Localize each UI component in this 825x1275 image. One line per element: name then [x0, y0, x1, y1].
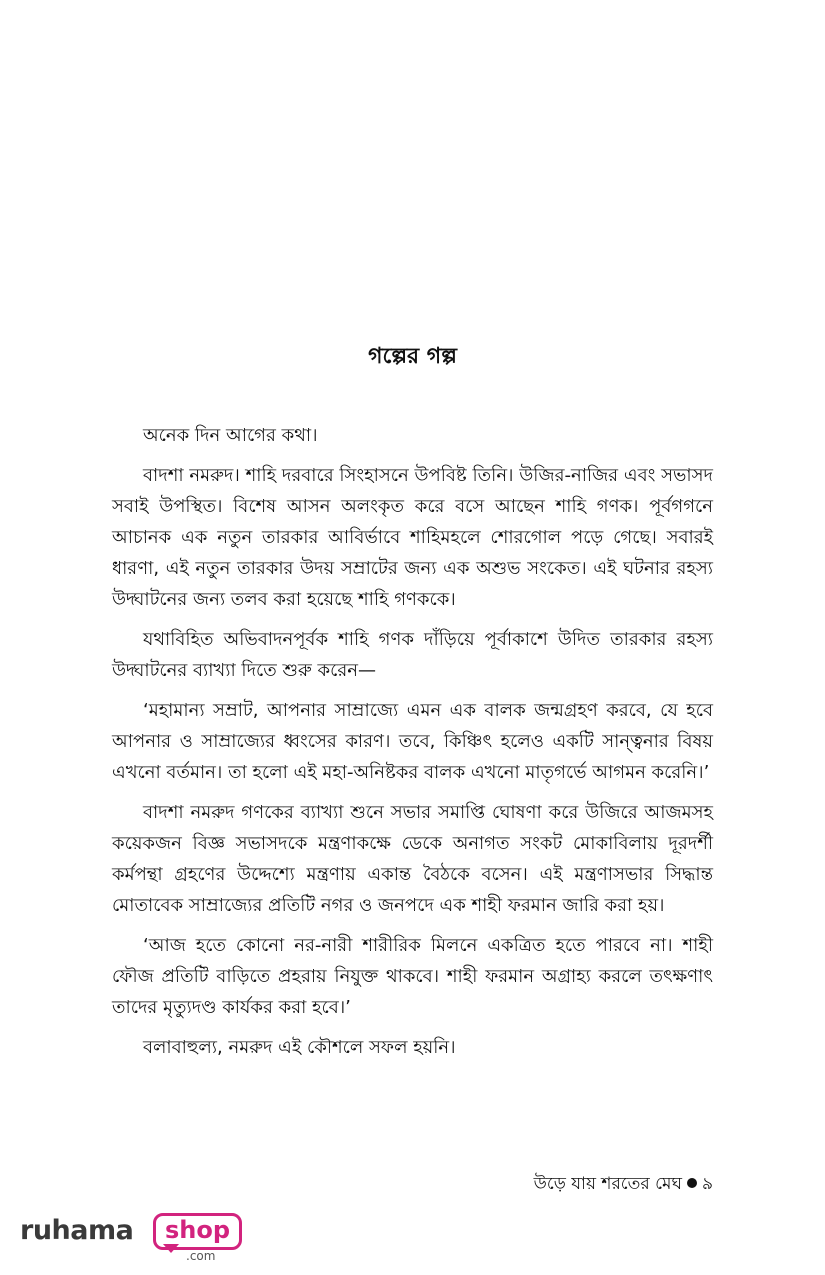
chapter-title: গল্পের গল্প [368, 343, 457, 369]
paragraph-2: বাদশা নমরুদ। শাহি দরবারে সিংহাসনে উপবিষ্ট তিনি। উজির-নাজির এবং সভাসদ সবাই উপস্থিত। বিশেষ আসন অলংকৃত করে বসে আছেন শাহি গণক। পূর্বগগনে আচানক এক নতুন তারকার আবির্ভাবে শাহিমহলে শোরগোল পড়ে গেছে। সবারই ধারণা, এই নতুন তারকার উদয় সম্রাটের জন্য এক অশুভ সংকেত। এই ঘটনার রহস্য উদ্ঘাটনের জন্য তলব করা হয়েছে শাহি গণককে। [112, 465, 713, 610]
paragraph-3: যথাবিহিত অভিবাদনপূর্বক শাহি গণক দাঁড়িয়ে পূর্বাকাশে উদিত তারকার রহস্য উদ্ঘাটনের ব্যাখ্যা দিতে শুরু করেন— [112, 629, 713, 681]
watermark-brand-left: ruhama [20, 1215, 134, 1246]
page-footer [534, 1172, 713, 1196]
page-number: ৯ [701, 1174, 713, 1194]
paragraph-7: বলাবাহুল্য, নমরুদ এই কৌশলে সফল হয়নি। [143, 1037, 456, 1058]
watermark-brand-right: shop [153, 1213, 242, 1250]
watermark-domain: .com [186, 1249, 216, 1263]
paragraph-6: ‘আজ হতে কোনো নর-নারী শারীরিক মিলনে একত্রিত হতে পারবে না। শাহী ফৌজ প্রতিটি বাড়িতে প্রহরায় নিযুক্ত থাকবে। শাহী ফরমান অগ্রাহ্য করলে তৎক্ষণাৎ তাদের মৃত্যুদণ্ড কার্যকর করা হবে।’ [112, 935, 713, 1018]
bullet-dot-icon [687, 1178, 697, 1188]
chapter-body [112, 420, 713, 1072]
speech-bubble-tail-icon [163, 1244, 179, 1253]
footer-book-title: উড়ে যায় শরতের মেঘ [533, 1174, 682, 1194]
paragraph-1: অনেক দিন আগের কথা। [143, 425, 318, 446]
paragraph-4: ‘মহামান্য সম্রাট, আপনার সাম্রাজ্যে এমন এক বালক জন্মগ্রহণ করবে, যে হবে আপনার ও সাম্রাজ্যের ধ্বংসের কারণ। তবে, কিঞ্চিৎ হলেও একটি সান্ত্বনার বিষয় এখনো বর্তমান। তা হলো এই মহা-অনিষ্টকর বালক এখনো মাতৃগর্ভে আগমন করেনি।’ [112, 700, 713, 783]
paragraph-5: বাদশা নমরুদ গণকের ব্যাখ্যা শুনে সভার সমাপ্তি ঘোষণা করে উজিরে আজমসহ কয়েকজন বিজ্ঞ সভাসদকে মন্ত্রণাকক্ষে ডেকে অনাগত সংকট মোকাবিলায় দূরদর্শী কর্মপন্থা গ্রহণের উদ্দেশ্যে মন্ত্রণায় একান্ত বৈঠকে বসেন। এই মন্ত্রণাসভার সিদ্ধান্ত মোতাবেক সাম্রাজ্যের প্রতিটি নগর ও জনপদে এক শাহী ফরমান জারি করা হয়। [112, 802, 713, 916]
ruhamashop-watermark-logo [20, 1208, 240, 1264]
